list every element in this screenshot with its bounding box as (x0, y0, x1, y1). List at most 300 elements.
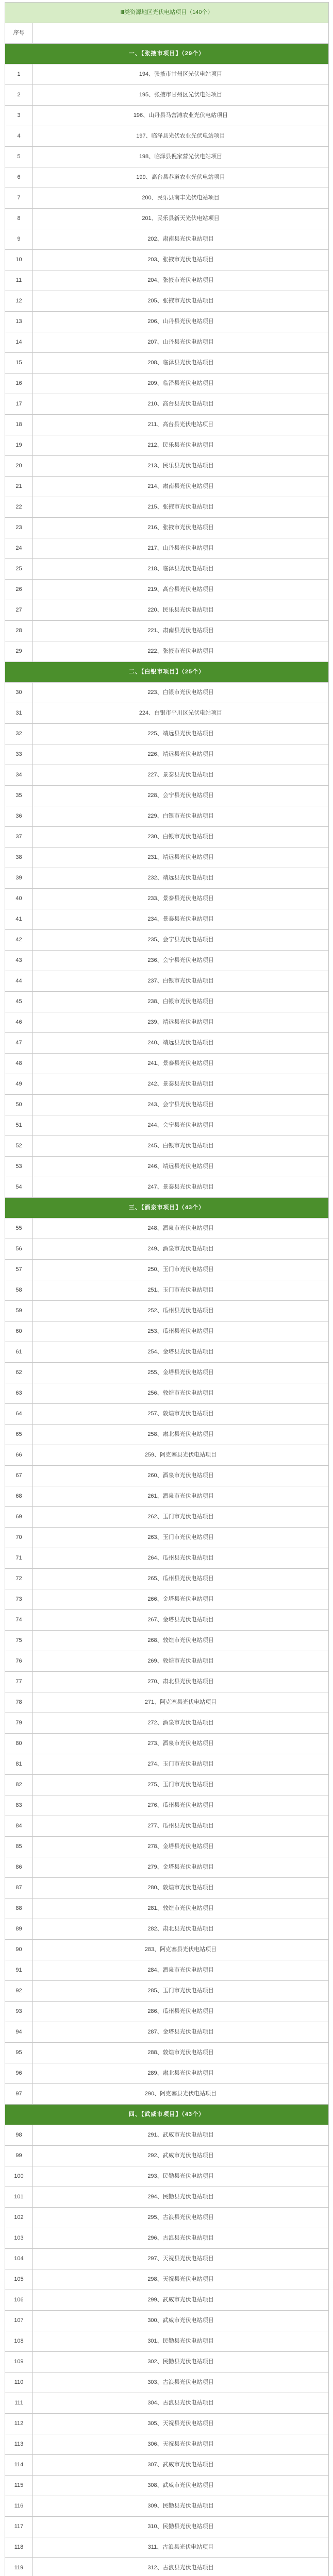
project-name: 292、武威市光伏电站项目 (33, 2146, 329, 2166)
project-name: 216、张掖市光伏电站项目 (33, 518, 329, 538)
row-index: 78 (5, 1692, 33, 1713)
row-index: 73 (5, 1589, 33, 1610)
table-row (5, 1486, 329, 1507)
project-name: 304、古浪县光伏电站项目 (33, 2393, 329, 2414)
table-row (5, 2331, 329, 2352)
row-index: 32 (5, 724, 33, 744)
table-row (5, 930, 329, 951)
project-name: 260、酒泉市光伏电站项目 (33, 1466, 329, 1486)
row-index: 112 (5, 2414, 33, 2434)
header-name (33, 23, 329, 44)
row-index: 117 (5, 2517, 33, 2537)
row-index: 63 (5, 1383, 33, 1404)
table-row (5, 1548, 329, 1569)
table-row (5, 1218, 329, 1239)
table-row (5, 889, 329, 909)
row-index: 8 (5, 209, 33, 229)
table-row (5, 1960, 329, 1981)
table-row (5, 2517, 329, 2537)
table-row (5, 1754, 329, 1775)
table-row (5, 2022, 329, 2043)
row-index: 21 (5, 477, 33, 497)
section-label: 一、【张掖市项目】（29个） (5, 44, 329, 64)
table-row (5, 147, 329, 167)
project-name: 267、金塔县光伏电站项目 (33, 1610, 329, 1631)
table-row (5, 1280, 329, 1301)
table-row (5, 2434, 329, 2455)
project-name: 272、酒泉市光伏电站项目 (33, 1713, 329, 1734)
project-name: 286、瓜州县光伏电站项目 (33, 2002, 329, 2022)
table-row (5, 374, 329, 394)
row-index: 57 (5, 1260, 33, 1280)
project-name: 274、玉门市光伏电站项目 (33, 1754, 329, 1775)
project-name: 278、金塔县光伏电站项目 (33, 1837, 329, 1857)
row-index: 103 (5, 2228, 33, 2249)
table-row (5, 2455, 329, 2476)
project-name: 235、会宁县光伏电站项目 (33, 930, 329, 951)
row-index: 65 (5, 1425, 33, 1445)
project-name: 228、会宁县光伏电站项目 (33, 786, 329, 806)
project-name: 269、敦煌市光伏电站项目 (33, 1651, 329, 1672)
project-name: 302、民勤县光伏电站项目 (33, 2352, 329, 2372)
project-name: 232、靖远县光伏电站项目 (33, 868, 329, 889)
section-label: 四、【武威市项目】（43个） (5, 2105, 329, 2125)
project-name: 240、靖远县光伏电站项目 (33, 1033, 329, 1054)
project-name: 211、高台县光伏电站项目 (33, 415, 329, 435)
row-index: 116 (5, 2496, 33, 2517)
table-row (5, 827, 329, 848)
row-index: 38 (5, 848, 33, 868)
project-name: 197、临泽县光伏农业光伏电站项目 (33, 126, 329, 147)
table-row (5, 621, 329, 641)
row-index: 54 (5, 1177, 33, 1198)
row-index: 88 (5, 1899, 33, 1919)
project-name: 230、白银市光伏电站项目 (33, 827, 329, 848)
table-row (5, 1033, 329, 1054)
table-row (5, 868, 329, 889)
row-index: 48 (5, 1054, 33, 1074)
table-row (5, 64, 329, 85)
table-row (5, 1899, 329, 1919)
project-name: 283、阿克塞县光伏电站项目 (33, 1940, 329, 1960)
row-index: 83 (5, 1795, 33, 1816)
row-index: 7 (5, 188, 33, 209)
project-name: 281、敦煌市光伏电站项目 (33, 1899, 329, 1919)
table-row (5, 270, 329, 291)
project-name: 249、酒泉市光伏电站项目 (33, 1239, 329, 1260)
project-name: 279、金塔县光伏电站项目 (33, 1857, 329, 1878)
row-index: 52 (5, 1136, 33, 1157)
table-row (5, 683, 329, 703)
row-index: 10 (5, 250, 33, 270)
table-row (5, 765, 329, 786)
project-name: 251、玉门市光伏电站项目 (33, 1280, 329, 1301)
table-row (5, 538, 329, 559)
project-name: 291、武威市光伏电站项目 (33, 2125, 329, 2146)
project-name: 282、肃北县光伏电站项目 (33, 1919, 329, 1940)
section-label: 三、【酒泉市项目】（43个） (5, 1198, 329, 1218)
table-row (5, 1012, 329, 1033)
project-name: 255、金塔县光伏电站项目 (33, 1363, 329, 1383)
table-row (5, 188, 329, 209)
project-name: 246、靖远县光伏电站项目 (33, 1157, 329, 1177)
project-name: 234、景泰县光伏电站项目 (33, 909, 329, 930)
row-index: 96 (5, 2063, 33, 2084)
table-row (5, 1837, 329, 1857)
project-table (5, 2, 329, 2576)
project-name: 252、瓜州县光伏电站项目 (33, 1301, 329, 1321)
row-index: 59 (5, 1301, 33, 1321)
project-name: 212、民乐县光伏电站项目 (33, 435, 329, 456)
row-index: 4 (5, 126, 33, 147)
row-index: 12 (5, 291, 33, 312)
row-index: 55 (5, 1218, 33, 1239)
section-header-row (5, 44, 329, 64)
row-index: 51 (5, 1115, 33, 1136)
row-index: 81 (5, 1754, 33, 1775)
project-name: 290、阿克塞县光伏电站项目 (33, 2084, 329, 2105)
project-name: 300、武威市光伏电站项目 (33, 2311, 329, 2331)
row-index: 11 (5, 270, 33, 291)
project-name: 219、高台县光伏电站项目 (33, 580, 329, 600)
project-name: 244、会宁县光伏电站项目 (33, 1115, 329, 1136)
row-index: 69 (5, 1507, 33, 1528)
project-name: 305、天祝县光伏电站项目 (33, 2414, 329, 2434)
table-row (5, 909, 329, 930)
project-name: 298、天祝县光伏电站项目 (33, 2269, 329, 2290)
table-row (5, 2146, 329, 2166)
table-row (5, 1321, 329, 1342)
project-name: 254、金塔县光伏电站项目 (33, 1342, 329, 1363)
project-name: 265、瓜州县光伏电站项目 (33, 1569, 329, 1589)
project-name: 253、瓜州县光伏电站项目 (33, 1321, 329, 1342)
table-row (5, 291, 329, 312)
project-name: 198、临泽县倪家营光伏电站项目 (33, 147, 329, 167)
row-index: 61 (5, 1342, 33, 1363)
project-name: 287、金塔县光伏电站项目 (33, 2022, 329, 2043)
project-name: 218、临泽县光伏电站项目 (33, 559, 329, 580)
table-row (5, 1095, 329, 1115)
project-name: 224、白银市平川区光伏电站项目 (33, 703, 329, 724)
row-index: 30 (5, 683, 33, 703)
project-name: 259、阿克塞县光伏电站项目 (33, 1445, 329, 1466)
row-index: 87 (5, 1878, 33, 1899)
row-index: 13 (5, 312, 33, 332)
table-row (5, 1816, 329, 1837)
table-row (5, 2249, 329, 2269)
row-index: 18 (5, 415, 33, 435)
row-index: 17 (5, 394, 33, 415)
table-row (5, 2228, 329, 2249)
project-name: 296、古浪县光伏电站项目 (33, 2228, 329, 2249)
row-index: 53 (5, 1157, 33, 1177)
row-index: 106 (5, 2290, 33, 2311)
table-row (5, 1157, 329, 1177)
table-row (5, 1734, 329, 1754)
table-row (5, 848, 329, 868)
table-row (5, 1301, 329, 1321)
project-name: 258、肃北县光伏电站项目 (33, 1425, 329, 1445)
table-row (5, 1713, 329, 1734)
table-row (5, 312, 329, 332)
table-row (5, 580, 329, 600)
row-index: 109 (5, 2352, 33, 2372)
project-table-body (5, 3, 329, 2576)
project-name: 288、敦煌市光伏电站项目 (33, 2043, 329, 2063)
project-name: 280、敦煌市光伏电站项目 (33, 1878, 329, 1899)
row-index: 19 (5, 435, 33, 456)
project-name: 262、玉门市光伏电站项目 (33, 1507, 329, 1528)
project-name: 208、临泽县光伏电站项目 (33, 353, 329, 374)
row-index: 99 (5, 2146, 33, 2166)
table-row (5, 1857, 329, 1878)
table-row (5, 1260, 329, 1280)
table-header-row (5, 23, 329, 44)
table-row (5, 1878, 329, 1899)
project-name: 207、山丹县光伏电站项目 (33, 332, 329, 353)
row-index: 110 (5, 2372, 33, 2393)
project-name: 194、张掖市甘州区光伏电站项目 (33, 64, 329, 85)
table-row (5, 1404, 329, 1425)
project-name: 221、肃南县光伏电站项目 (33, 621, 329, 641)
table-row (5, 600, 329, 621)
table-row (5, 126, 329, 147)
project-name: 223、白银市光伏电站项目 (33, 683, 329, 703)
row-index: 58 (5, 1280, 33, 1301)
project-name: 199、高台县巷道农业光伏电站项目 (33, 167, 329, 188)
row-index: 80 (5, 1734, 33, 1754)
row-index: 47 (5, 1033, 33, 1054)
row-index: 27 (5, 600, 33, 621)
row-index: 31 (5, 703, 33, 724)
table-row (5, 2125, 329, 2146)
table-row (5, 1136, 329, 1157)
table-row (5, 332, 329, 353)
row-index: 43 (5, 951, 33, 971)
project-name: 245、白银市光伏电站项目 (33, 1136, 329, 1157)
table-row (5, 1610, 329, 1631)
table-row (5, 806, 329, 827)
project-name: 237、白银市光伏电站项目 (33, 971, 329, 992)
row-index: 49 (5, 1074, 33, 1095)
table-row (5, 992, 329, 1012)
project-name: 242、景泰县光伏电站项目 (33, 1074, 329, 1095)
project-name: 196、山丹县马营滩农业光伏电站项目 (33, 106, 329, 126)
project-name: 303、古浪县光伏电站项目 (33, 2372, 329, 2393)
project-name: 241、景泰县光伏电站项目 (33, 1054, 329, 1074)
table-row (5, 2558, 329, 2576)
table-row (5, 1363, 329, 1383)
table-row (5, 394, 329, 415)
project-name: 238、白银市光伏电站项目 (33, 992, 329, 1012)
project-name: 226、靖远县光伏电站项目 (33, 744, 329, 765)
row-index: 108 (5, 2331, 33, 2352)
row-index: 44 (5, 971, 33, 992)
project-name: 266、金塔县光伏电站项目 (33, 1589, 329, 1610)
row-index: 100 (5, 2166, 33, 2187)
row-index: 40 (5, 889, 33, 909)
table-row (5, 1074, 329, 1095)
row-index: 42 (5, 930, 33, 951)
project-name: 295、古浪县光伏电站项目 (33, 2208, 329, 2228)
table-row (5, 1239, 329, 1260)
table-row (5, 2496, 329, 2517)
row-index: 89 (5, 1919, 33, 1940)
project-name: 214、肃南县光伏电站项目 (33, 477, 329, 497)
table-row (5, 1672, 329, 1692)
project-name: 289、肃北县光伏电站项目 (33, 2063, 329, 2084)
row-index: 3 (5, 106, 33, 126)
table-row (5, 559, 329, 580)
row-index: 56 (5, 1239, 33, 1260)
project-name: 225、靖远县光伏电站项目 (33, 724, 329, 744)
row-index: 79 (5, 1713, 33, 1734)
table-row (5, 518, 329, 538)
row-index: 104 (5, 2249, 33, 2269)
table-row (5, 1919, 329, 1940)
row-index: 74 (5, 1610, 33, 1631)
row-index: 70 (5, 1528, 33, 1548)
project-name: 202、肃南县光伏电站项目 (33, 229, 329, 250)
project-name: 275、玉门市光伏电站项目 (33, 1775, 329, 1795)
table-row (5, 1528, 329, 1548)
table-title: Ⅲ类资源地区光伏电站项目（140个） (5, 3, 329, 23)
project-name: 205、张掖市光伏电站项目 (33, 291, 329, 312)
project-name: 236、会宁县光伏电站项目 (33, 951, 329, 971)
row-index: 25 (5, 559, 33, 580)
project-name: 210、高台县光伏电站项目 (33, 394, 329, 415)
row-index: 119 (5, 2558, 33, 2576)
project-name: 257、敦煌市光伏电站项目 (33, 1404, 329, 1425)
table-row (5, 703, 329, 724)
table-row (5, 2166, 329, 2187)
table-row (5, 229, 329, 250)
project-name: 201、民乐县新天光伏电站项目 (33, 209, 329, 229)
row-index: 22 (5, 497, 33, 518)
table-row (5, 1425, 329, 1445)
table-row (5, 250, 329, 270)
row-index: 68 (5, 1486, 33, 1507)
table-row (5, 106, 329, 126)
table-row (5, 1445, 329, 1466)
table-row (5, 2290, 329, 2311)
table-row (5, 971, 329, 992)
row-index: 102 (5, 2208, 33, 2228)
table-row (5, 2187, 329, 2208)
table-row (5, 641, 329, 662)
project-name: 239、靖远县光伏电站项目 (33, 1012, 329, 1033)
row-index: 14 (5, 332, 33, 353)
project-name: 233、景泰县光伏电站项目 (33, 889, 329, 909)
row-index: 75 (5, 1631, 33, 1651)
project-name: 243、会宁县光伏电站项目 (33, 1095, 329, 1115)
table-row (5, 1507, 329, 1528)
table-row (5, 2043, 329, 2063)
row-index: 111 (5, 2393, 33, 2414)
table-row (5, 2393, 329, 2414)
row-index: 84 (5, 1816, 33, 1837)
section-header-row (5, 1198, 329, 1218)
row-index: 62 (5, 1363, 33, 1383)
row-index: 72 (5, 1569, 33, 1589)
row-index: 114 (5, 2455, 33, 2476)
table-row (5, 209, 329, 229)
table-row (5, 1981, 329, 2002)
table-row (5, 1054, 329, 1074)
row-index: 29 (5, 641, 33, 662)
project-name: 311、古浪县光伏电站项目 (33, 2537, 329, 2558)
table-row (5, 167, 329, 188)
table-row (5, 477, 329, 497)
row-index: 36 (5, 806, 33, 827)
section-header-row (5, 2105, 329, 2125)
project-name: 229、白银市光伏电站项目 (33, 806, 329, 827)
table-row (5, 2352, 329, 2372)
project-name: 276、瓜州县光伏电站项目 (33, 1795, 329, 1816)
table-row (5, 1940, 329, 1960)
project-name: 284、酒泉市光伏电站项目 (33, 1960, 329, 1981)
table-row (5, 1795, 329, 1816)
row-index: 94 (5, 2022, 33, 2043)
row-index: 101 (5, 2187, 33, 2208)
project-name: 307、武威市光伏电站项目 (33, 2455, 329, 2476)
table-row (5, 1177, 329, 1198)
row-index: 50 (5, 1095, 33, 1115)
project-name: 263、玉门市光伏电站项目 (33, 1528, 329, 1548)
project-name: 250、玉门市光伏电站项目 (33, 1260, 329, 1280)
section-header-row (5, 662, 329, 683)
row-index: 82 (5, 1775, 33, 1795)
row-index: 76 (5, 1651, 33, 1672)
row-index: 34 (5, 765, 33, 786)
table-row (5, 435, 329, 456)
table-row (5, 2084, 329, 2105)
table-row (5, 2476, 329, 2496)
project-name: 273、酒泉市光伏电站项目 (33, 1734, 329, 1754)
row-index: 20 (5, 456, 33, 477)
table-row (5, 2537, 329, 2558)
table-row (5, 456, 329, 477)
project-name: 268、敦煌市光伏电站项目 (33, 1631, 329, 1651)
table-row (5, 2311, 329, 2331)
row-index: 28 (5, 621, 33, 641)
table-row (5, 2372, 329, 2393)
row-index: 6 (5, 167, 33, 188)
row-index: 1 (5, 64, 33, 85)
row-index: 24 (5, 538, 33, 559)
project-name: 215、张掖市光伏电站项目 (33, 497, 329, 518)
project-name: 217、山丹县光伏电站项目 (33, 538, 329, 559)
table-row (5, 1651, 329, 1672)
table-row (5, 85, 329, 106)
row-index: 45 (5, 992, 33, 1012)
project-name: 306、天祝县光伏电站项目 (33, 2434, 329, 2455)
project-name: 294、民勤县光伏电站项目 (33, 2187, 329, 2208)
row-index: 26 (5, 580, 33, 600)
row-index: 16 (5, 374, 33, 394)
row-index: 86 (5, 1857, 33, 1878)
row-index: 95 (5, 2043, 33, 2063)
row-index: 41 (5, 909, 33, 930)
project-name: 209、临泽县光伏电站项目 (33, 374, 329, 394)
table-row (5, 1342, 329, 1363)
table-row (5, 744, 329, 765)
row-index: 37 (5, 827, 33, 848)
table-row (5, 2269, 329, 2290)
project-name: 301、民勤县光伏电站项目 (33, 2331, 329, 2352)
table-row (5, 1569, 329, 1589)
row-index: 118 (5, 2537, 33, 2558)
